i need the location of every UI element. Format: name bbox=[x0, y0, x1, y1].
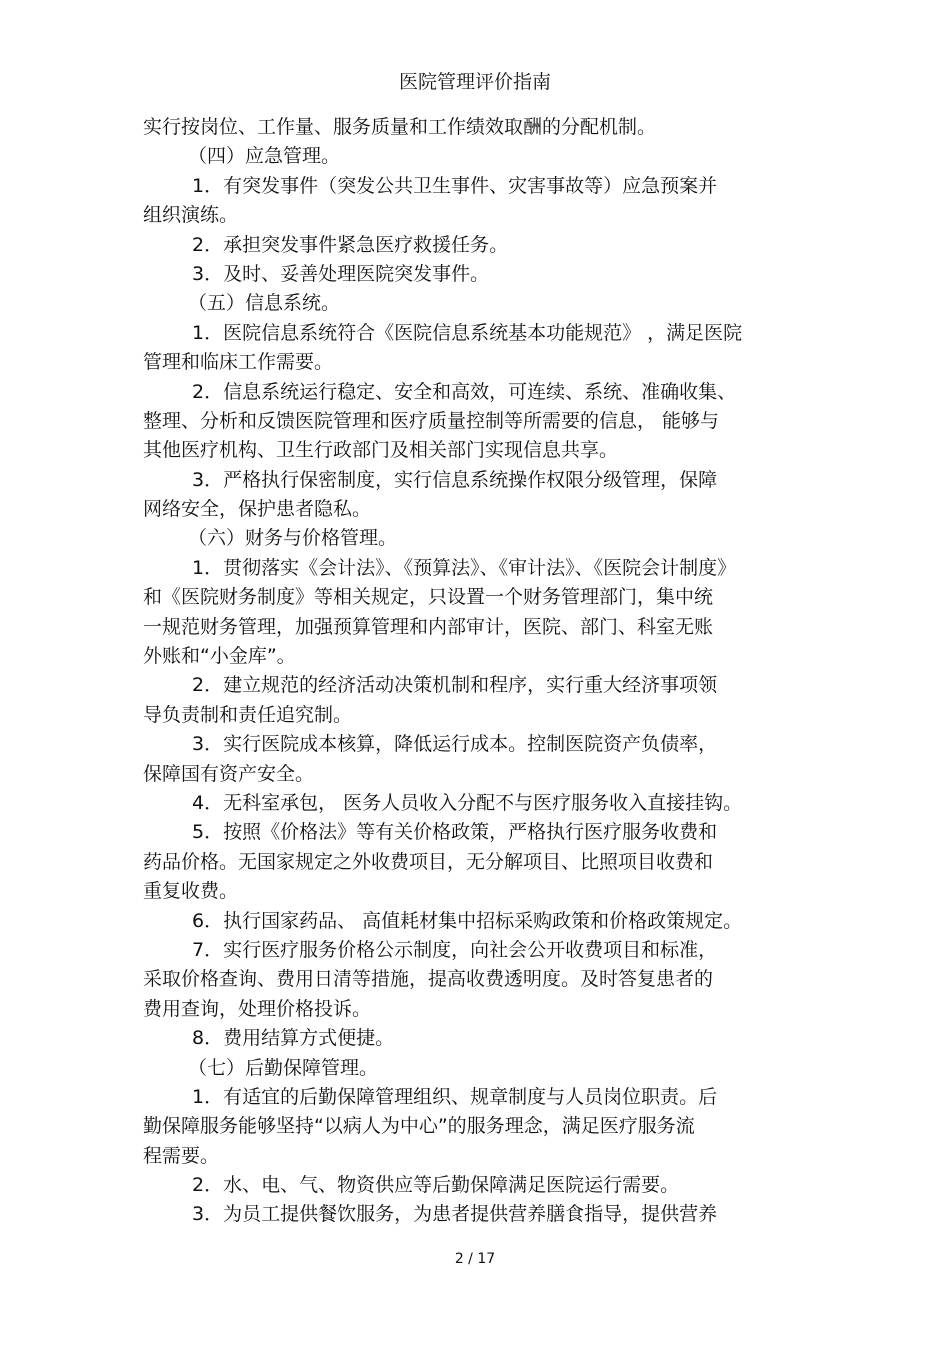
text-line: 1．医院信息系统符合《医院信息系统基本功能规范》 ，满足医院 bbox=[192, 321, 743, 344]
text-line: 其他医疗机构、卫生行政部门及相关部门实现信息共享。 bbox=[143, 439, 619, 462]
text-line: 导负责制和责任追究制。 bbox=[143, 703, 353, 726]
text-line: 实行按岗位、工作量、服务质量和工作绩效取酬的分配机制。 bbox=[143, 116, 657, 138]
text-line: 组织演练。 bbox=[143, 204, 239, 227]
text-line: 保障国有资产安全。 bbox=[143, 762, 315, 785]
text-line: 2．信息系统运行稳定、安全和高效，可连续、系统、准确收集、 bbox=[192, 380, 737, 403]
text-line: 采取价格查询、费用日清等措施，提高收费透明度。及时答复患者的 bbox=[143, 968, 714, 991]
text-line: （四）应急管理。 bbox=[188, 145, 341, 168]
text-line: 7．实行医疗服务价格公示制度，向社会公开收费项目和标准， bbox=[192, 938, 718, 961]
text-line: 5．按照《价格法》等有关价格政策，严格执行医疗服务收费和 bbox=[192, 821, 718, 844]
text-line: 4．无科室承包， 医务人员收入分配不与医疗服务收入直接挂钩。 bbox=[192, 791, 743, 814]
page-number: 2 / 17 bbox=[454, 1251, 496, 1267]
text-line: 一规范财务管理，加强预算管理和内部审计，医院、部门、科室无账 bbox=[143, 615, 714, 638]
text-line: 网络安全，保护患者隐私。 bbox=[143, 498, 372, 521]
text-line: 程需要。 bbox=[143, 1144, 220, 1167]
text-line: 1．贯彻落实《会计法》、《预算法》、《审计法》、《医院会计制度》 bbox=[192, 556, 737, 579]
text-line: 费用查询，处理价格投诉。 bbox=[143, 997, 372, 1020]
text-line: 3．严格执行保密制度，实行信息系统操作权限分级管理，保障 bbox=[192, 468, 718, 491]
text-line: 重复收费。 bbox=[143, 880, 239, 903]
page-header bbox=[0, 70, 950, 94]
text-line: 3．为员工提供餐饮服务，为患者提供营养膳食指导，提供营养 bbox=[192, 1203, 718, 1226]
document-body bbox=[143, 113, 823, 1230]
text-line: 2．水、电、气、物资供应等后勤保障满足医院运行需要。 bbox=[192, 1174, 680, 1197]
text-line: 管理和临床工作需要。 bbox=[143, 351, 334, 374]
text-line: （六）财务与价格管理。 bbox=[188, 527, 398, 550]
text-line: 3．及时、妥善处理医院突发事件。 bbox=[192, 262, 490, 285]
text-line: 2．建立规范的经济活动决策机制和程序，实行重大经济事项领 bbox=[192, 674, 718, 697]
text-line: （七）后勤保障管理。 bbox=[188, 1056, 379, 1079]
text-line: 3．实行医院成本核算，降低运行成本。控制医院资产负债率， bbox=[192, 733, 718, 756]
text-line: 8．费用结算方式便捷。 bbox=[192, 1027, 395, 1050]
text-line: （五）信息系统。 bbox=[188, 292, 341, 315]
text-line: 2．承担突发事件紧急医疗救援任务。 bbox=[192, 233, 509, 256]
text-line: 6．执行国家药品、 高值耗材集中招标采购政策和价格政策规定。 bbox=[192, 909, 743, 932]
page-footer bbox=[0, 1250, 950, 1268]
text-line: 勤保障服务能够坚持“以病人为中心”的服务理念，满足医疗服务流 bbox=[143, 1115, 695, 1138]
text-line: 1．有突发事件（突发公共卫生事件、灾害事故等）应急预案并 bbox=[192, 174, 718, 197]
text-line: 药品价格。无国家规定之外收费项目，无分解项目、比照项目收费和 bbox=[143, 850, 714, 873]
document-title: 医院管理评价指南 bbox=[398, 71, 551, 93]
text-line: 外账和“小金库”。 bbox=[143, 645, 296, 668]
text-line: 1．有适宜的后勤保障管理组织、规章制度与人员岗位职责。后 bbox=[192, 1085, 718, 1108]
text-line: 整理、分析和反馈医院管理和医疗质量控制等所需要的信息， 能够与 bbox=[143, 409, 720, 432]
text-line: 和《医院财务制度》等相关规定，只设置一个财务管理部门，集中统 bbox=[143, 586, 714, 609]
